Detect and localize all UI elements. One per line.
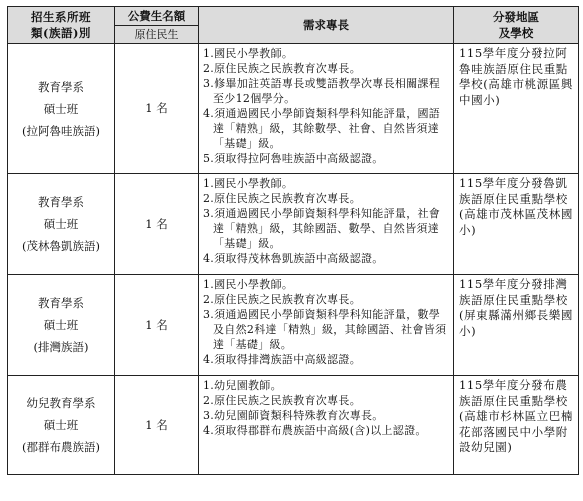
department-name: 教育學系 [38, 79, 84, 94]
table-row [8, 44, 579, 174]
requirement-item: 2.原住民族之民族教育次專長。 [203, 62, 361, 75]
requirement-item: 1.國民小學教師。 [203, 278, 294, 291]
quota-cell: 1 名 [115, 174, 199, 275]
assignment-cell: 115學年度分發布農族語原住民重點學校(高雄市杉林區立巴楠花部落國民中小學附設幼兒園) [454, 376, 579, 475]
requirement-item: 2.原住民族之民族教育次專長。 [203, 394, 361, 407]
requirement-item: 4.須取得排灣族語中高級認證。 [203, 353, 361, 366]
requirement-item: 3.須通過國民小學師資類科學科知能評量，社會達「精熟」級，其餘國語、數學、自然皆須達「基礎」級。 [203, 207, 441, 250]
assignment-cell: 115學年度分發排灣族語原住民重點學校(屏東縣滿州鄉長樂國小) [454, 275, 579, 376]
requirement-item: 4.須取得茂林魯凱族語中高級認證。 [203, 252, 384, 265]
program-level: 碩士班 [43, 318, 79, 332]
language-track: (郡群布農族語) [22, 440, 100, 454]
requirement-item: 4.須取得郡群布農族語中高級(含)以上認證。 [203, 424, 427, 437]
requirement-item: 3.修畢加註英語專長或雙語教學次專長相關課程至少12個學分。 [203, 77, 441, 105]
department-cell [8, 44, 115, 174]
header-department-line1: 招生系所班 [31, 10, 91, 24]
requirements-cell [199, 275, 454, 376]
program-level: 碩士班 [43, 418, 79, 432]
department-name: 教育學系 [38, 296, 84, 310]
department-cell [8, 275, 115, 376]
requirement-item: 1.幼兒園教師。 [203, 379, 282, 392]
header-assignment-line1: 分發地區 [493, 10, 539, 24]
language-track: (茂林魯凱族語) [22, 239, 100, 253]
requirements-cell [199, 174, 454, 275]
requirement-item: 1.國民小學教師。 [203, 177, 294, 190]
assignment-cell: 115學年度分發魯凱族語原住民重點學校(高雄市茂林區茂林國小) [454, 174, 579, 275]
requirement-item: 4.須通過國民小學師資類科學科知能評量，國語達「精熟」級，其餘數學、社會、自然皆須達「基礎」級。 [203, 107, 441, 150]
requirement-item: 2.原住民族之民族教育次專長。 [203, 293, 361, 306]
program-level: 碩士班 [43, 101, 79, 116]
department-cell [8, 174, 115, 275]
enrollment-quota-table [7, 6, 579, 475]
requirement-item: 2.原住民族之民族教育次專長。 [203, 192, 361, 205]
header-assignment [454, 7, 579, 44]
requirement-item: 1.國民小學教師。 [203, 47, 294, 60]
requirements-cell [199, 376, 454, 475]
department-cell [8, 376, 115, 475]
table-row [8, 275, 579, 376]
requirement-item: 5.須取得拉阿魯哇族語中高級認證。 [203, 152, 384, 165]
header-quota-sub: 原住民生 [115, 26, 199, 44]
department-name: 教育學系 [38, 195, 84, 209]
header-requirements [199, 7, 454, 44]
requirements-cell [199, 44, 454, 174]
language-track: (拉阿魯哇族語) [22, 123, 100, 138]
program-level: 碩士班 [43, 217, 79, 231]
department-name: 幼兒教育學系 [26, 396, 96, 410]
requirement-item: 3.須通過國民小學師資類科學科知能評量，數學及自然2科達「精熟」級，其餘國語、社會皆須達「基礎」級。 [203, 308, 447, 351]
quota-cell: 1 名 [115, 275, 199, 376]
table-row [8, 376, 579, 475]
assignment-cell: 115學年度分發拉阿魯哇族語原住民重點學校(高雄市桃源區興中國小) [454, 44, 579, 174]
header-quota: 公費生名額 [115, 7, 199, 26]
language-track: (排灣族語) [33, 340, 89, 354]
header-department [8, 7, 115, 44]
quota-cell: 1 名 [115, 376, 199, 475]
header-department-line2: 類(族語)別 [31, 26, 91, 40]
quota-cell: 1 名 [115, 44, 199, 174]
requirement-item: 3.幼兒園師資類科特殊教育次專長。 [203, 409, 384, 422]
table-row [8, 174, 579, 275]
header-assignment-line2: 及學校 [498, 26, 534, 40]
header-requirements-label: 需求專長 [303, 18, 349, 32]
